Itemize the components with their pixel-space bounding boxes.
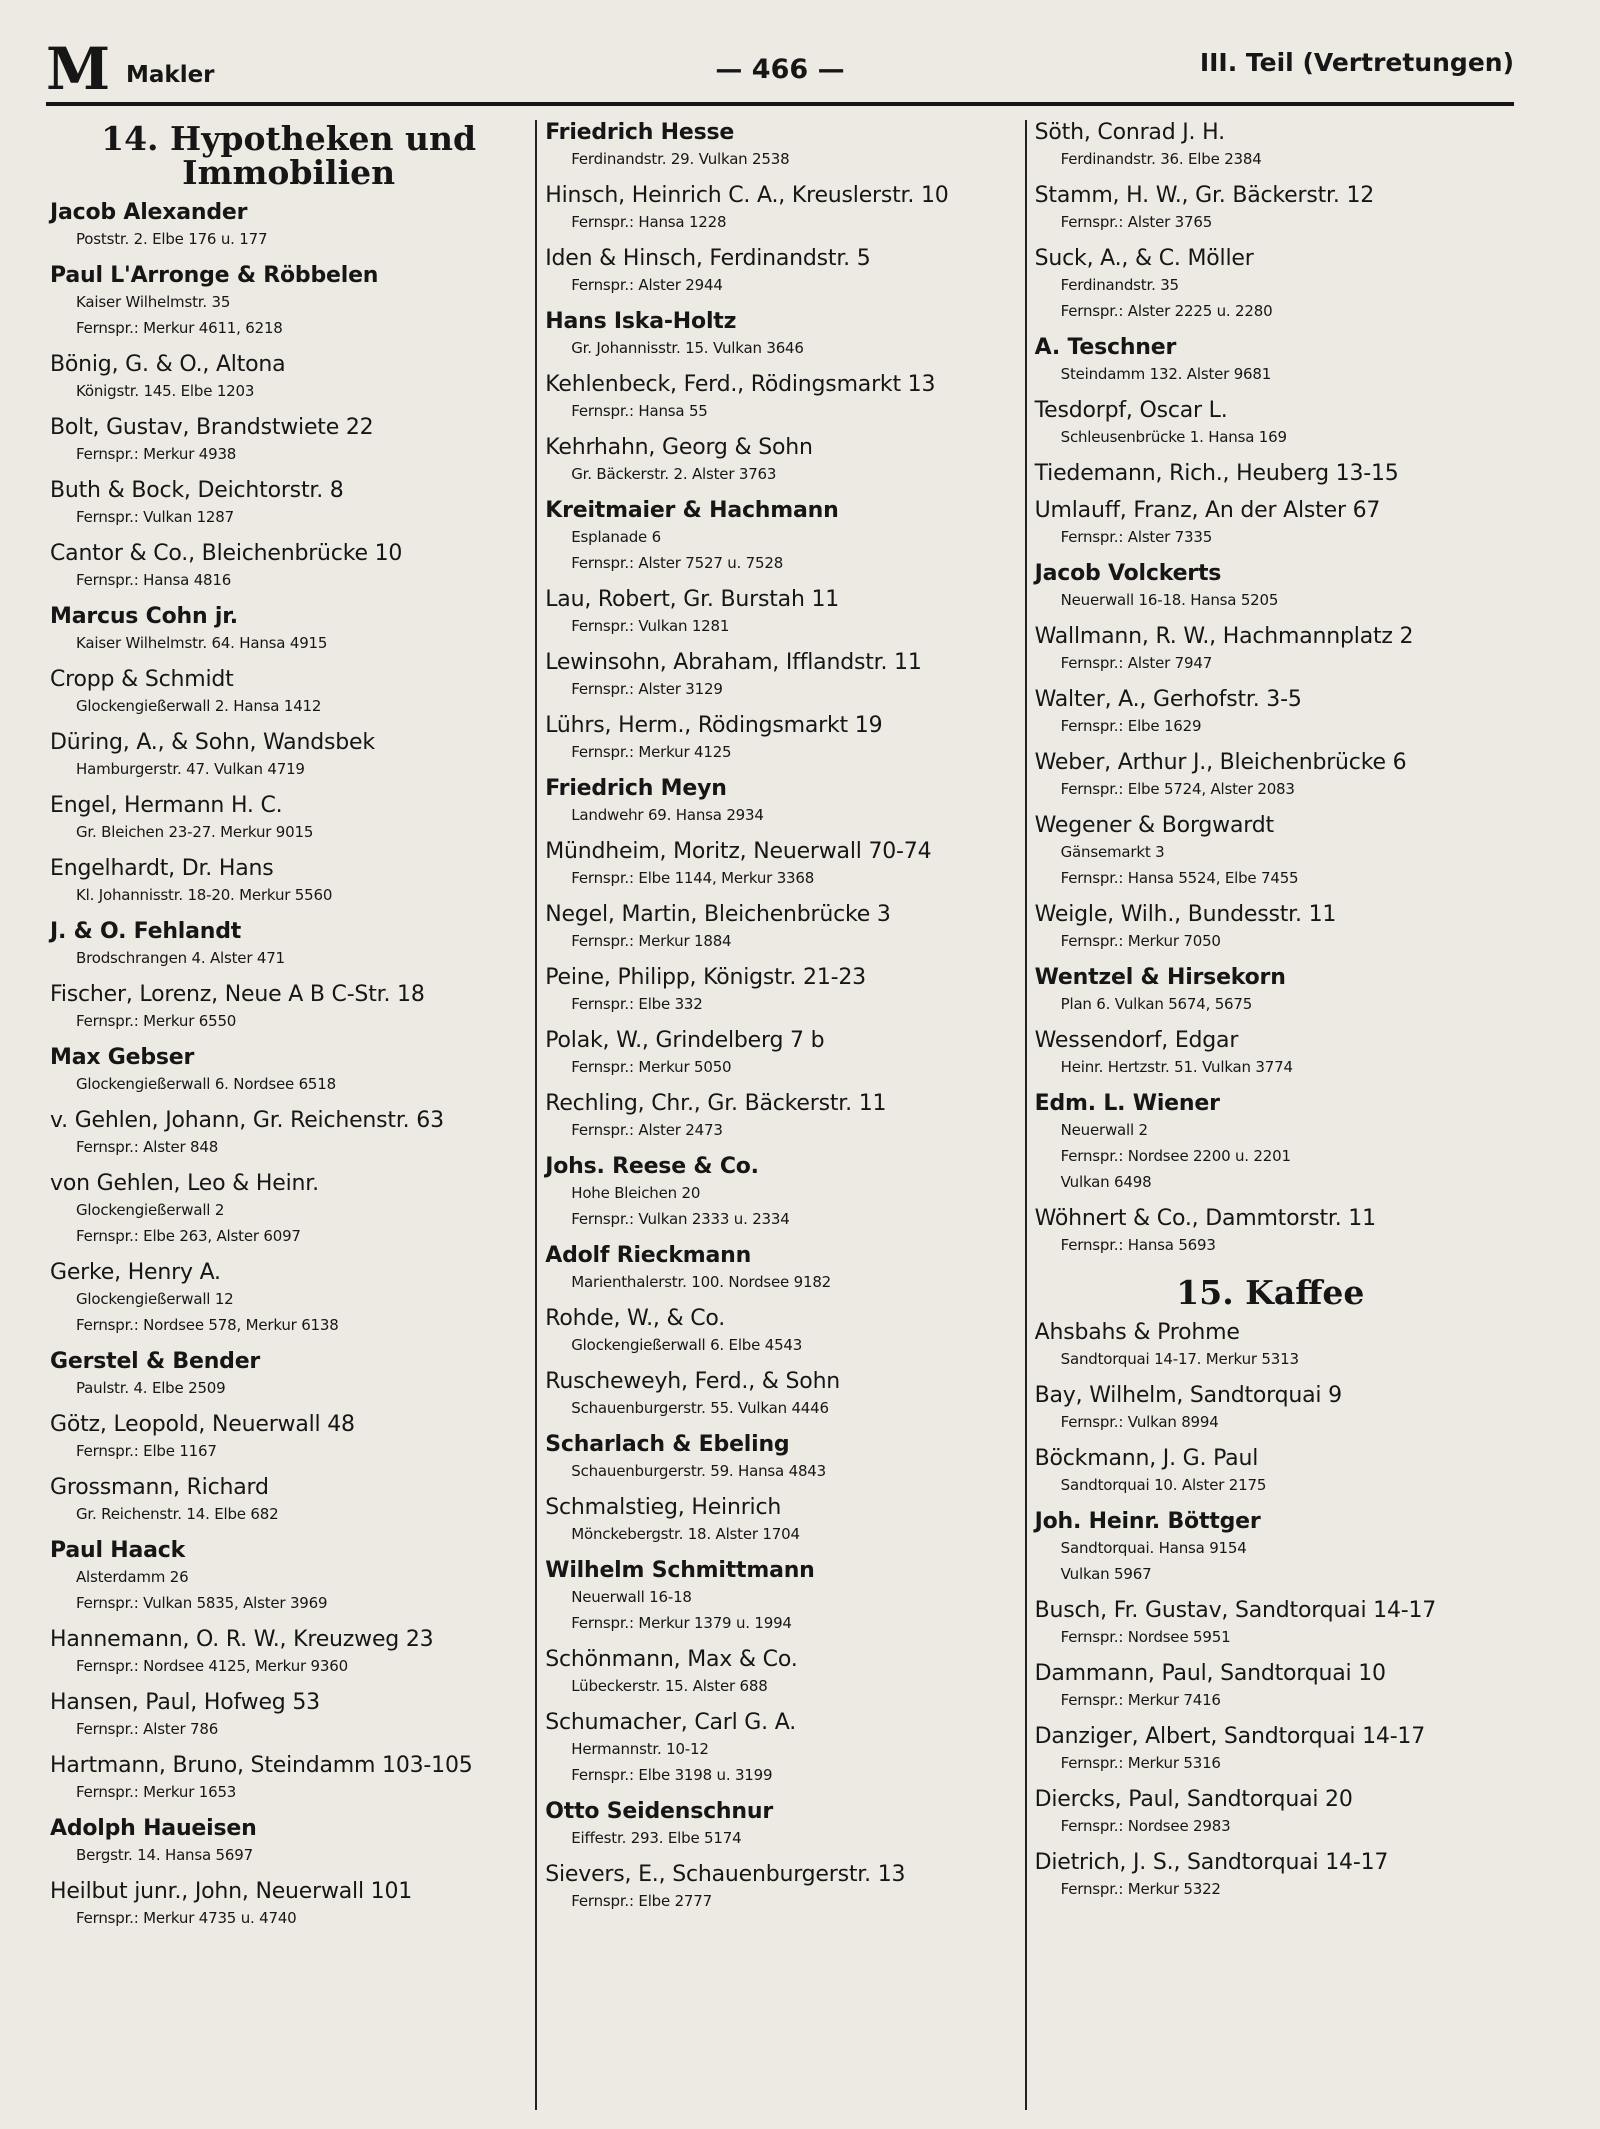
directory-entry xyxy=(1035,1787,1506,1839)
directory-entry xyxy=(1035,461,1506,487)
entry-name: Walter, A., Gerhofstr. 3-5 xyxy=(1034,687,1302,712)
directory-entry xyxy=(545,1495,1016,1547)
entry-detail: Heinr. Hertzstr. 51. Vulkan 3774 xyxy=(1060,1058,1293,1076)
directory-entry xyxy=(545,776,1016,828)
directory-entry xyxy=(545,1154,1016,1232)
directory-entry xyxy=(545,713,1016,765)
entry-detail: Gr. Bäckerstr. 2. Alster 3763 xyxy=(571,465,777,483)
entry-name: Busch, Fr. Gustav, Sandtorquai 14-17 xyxy=(1034,1598,1437,1623)
entry-name: Cantor & Co., Bleichenbrücke 10 xyxy=(50,541,403,566)
entry-name: Umlauff, Franz, An der Alster 67 xyxy=(1034,498,1381,523)
entry-name: Friedrich Hesse xyxy=(545,120,735,145)
directory-entry xyxy=(50,263,527,341)
entry-name: Wöhnert & Co., Dammtorstr. 11 xyxy=(1034,1206,1376,1231)
directory-entry xyxy=(50,730,527,782)
entry-name: Joh. Heinr. Böttger xyxy=(1034,1509,1261,1534)
entry-name: Sievers, E., Schauenburgerstr. 13 xyxy=(545,1862,906,1887)
directory-entry xyxy=(545,1647,1016,1699)
entry-name: Wallmann, R. W., Hachmannplatz 2 xyxy=(1034,624,1414,649)
directory-entry xyxy=(1035,750,1506,802)
entry-name: Tesdorpf, Oscar L. xyxy=(1034,398,1228,423)
entry-detail: Fernspr.: Merkur 7050 xyxy=(1060,932,1221,950)
directory-entry xyxy=(545,1369,1016,1421)
entry-detail: Plan 6. Vulkan 5674, 5675 xyxy=(1060,995,1253,1013)
entry-detail: Schauenburgerstr. 59. Hansa 4843 xyxy=(571,1462,826,1480)
directory-entry xyxy=(50,1538,527,1616)
entry-detail: Fernspr.: Alster 7527 u. 7528 xyxy=(571,554,784,572)
entry-detail: Gänsemarkt 3 xyxy=(1060,843,1165,861)
directory-entry xyxy=(50,1412,527,1464)
entry-detail: Esplanade 6 xyxy=(571,528,661,546)
entry-name: Johs. Reese & Co. xyxy=(545,1154,759,1179)
directory-entry xyxy=(1035,1724,1506,1776)
entry-detail: Fernspr.: Alster 2473 xyxy=(571,1121,723,1139)
entry-detail: Fernspr.: Vulkan 2333 u. 2334 xyxy=(571,1210,790,1228)
directory-entry xyxy=(545,120,1016,172)
entry-detail: Glockengießerwall 6. Elbe 4543 xyxy=(571,1336,803,1354)
entry-detail: Fernspr.: Merkur 1884 xyxy=(571,932,732,950)
directory-entry xyxy=(50,1349,527,1401)
entry-detail: Fernspr.: Nordsee 4125, Merkur 9360 xyxy=(76,1657,348,1675)
entry-detail: Fernspr.: Elbe 5724, Alster 2083 xyxy=(1060,780,1295,798)
entry-name: Kehrhahn, Georg & Sohn xyxy=(545,435,813,460)
entry-name: Paul Haack xyxy=(50,1538,186,1563)
entry-detail: Fernspr.: Merkur 5316 xyxy=(1060,1754,1221,1772)
column-3 xyxy=(1025,120,1514,2110)
entry-detail: Landwehr 69. Hansa 2934 xyxy=(571,806,764,824)
entry-detail: Fernspr.: Elbe 1167 xyxy=(76,1442,217,1460)
directory-entry xyxy=(50,1753,527,1805)
entry-detail: Kaiser Wilhelmstr. 35 xyxy=(76,293,231,311)
entry-detail: Fernspr.: Elbe 1144, Merkur 3368 xyxy=(571,869,815,887)
header-rule xyxy=(46,102,1514,106)
entry-name: Weigle, Wilh., Bundesstr. 11 xyxy=(1034,902,1337,927)
entry-name: Jacob Volckerts xyxy=(1034,561,1222,586)
entry-name: Marcus Cohn jr. xyxy=(50,604,238,629)
directory-entry xyxy=(1035,398,1506,450)
directory-entry xyxy=(1035,183,1506,235)
entry-detail: Hohe Bleichen 20 xyxy=(571,1184,701,1202)
directory-entry xyxy=(1035,246,1506,324)
entry-detail: Fernspr.: Alster 786 xyxy=(76,1720,219,1738)
entry-detail: Fernspr.: Elbe 3198 u. 3199 xyxy=(571,1766,773,1784)
entry-name: Kehlenbeck, Ferd., Rödingsmarkt 13 xyxy=(545,372,936,397)
entry-detail: Fernspr.: Hansa 55 xyxy=(571,402,708,420)
entry-name: Söth, Conrad J. H. xyxy=(1034,120,1225,145)
entry-detail: Fernspr.: Alster 7335 xyxy=(1060,528,1213,546)
entry-name: Bay, Wilhelm, Sandtorquai 9 xyxy=(1034,1383,1342,1408)
directory-entry xyxy=(50,667,527,719)
directory-entry xyxy=(1035,1598,1506,1650)
entry-name: Götz, Leopold, Neuerwall 48 xyxy=(50,1412,355,1437)
directory-entry xyxy=(50,478,527,530)
directory-entry xyxy=(50,541,527,593)
page-header xyxy=(46,35,1514,103)
entry-detail: Paulstr. 4. Elbe 2509 xyxy=(76,1379,226,1397)
entry-detail: Königstr. 145. Elbe 1203 xyxy=(76,382,255,400)
entry-name: Rohde, W., & Co. xyxy=(545,1306,726,1331)
entry-detail: Ferdinandstr. 36. Elbe 2384 xyxy=(1060,150,1262,168)
entry-detail: Gr. Reichenstr. 14. Elbe 682 xyxy=(76,1505,279,1523)
entry-detail: Fernspr.: Alster 3765 xyxy=(1060,213,1213,231)
directory-entry xyxy=(1035,965,1506,1017)
entry-name: von Gehlen, Leo & Heinr. xyxy=(50,1171,319,1196)
entry-name: J. & O. Fehlandt xyxy=(50,919,242,944)
entry-detail: Kaiser Wilhelmstr. 64. Hansa 4915 xyxy=(76,634,328,652)
entry-detail: Neuerwall 16-18. Hansa 5205 xyxy=(1060,591,1279,609)
entry-name: Scharlach & Ebeling xyxy=(545,1432,790,1457)
entry-name: Tiedemann, Rich., Heuberg 13-15 xyxy=(1034,461,1399,486)
entry-name: Peine, Philipp, Königstr. 21-23 xyxy=(545,965,866,990)
directory-entry xyxy=(50,1690,527,1742)
directory-entry xyxy=(1035,687,1506,739)
entry-detail: Fernspr.: Hansa 5693 xyxy=(1060,1236,1216,1254)
directory-entry xyxy=(50,1879,527,1931)
directory-entry xyxy=(545,1710,1016,1788)
entry-detail: Fernspr.: Merkur 7416 xyxy=(1060,1691,1221,1709)
directory-entry xyxy=(1035,813,1506,891)
entry-name: Stamm, H. W., Gr. Bäckerstr. 12 xyxy=(1034,183,1375,208)
directory-entry xyxy=(50,982,527,1034)
entry-detail: Glockengießerwall 2. Hansa 1412 xyxy=(76,697,322,715)
directory-entry xyxy=(545,1028,1016,1080)
directory-entry xyxy=(1035,902,1506,954)
directory-entry xyxy=(545,650,1016,702)
header-section: Makler xyxy=(126,62,215,88)
entry-name: Hans Iska-Holtz xyxy=(545,309,737,334)
entry-name: Wessendorf, Edgar xyxy=(1034,1028,1239,1053)
entry-detail: Steindamm 132. Alster 9681 xyxy=(1060,365,1272,383)
entry-detail: Fernspr.: Merkur 4611, 6218 xyxy=(76,319,283,337)
directory-entry xyxy=(545,246,1016,298)
entry-name: Wentzel & Hirsekorn xyxy=(1034,965,1286,990)
entry-detail: Fernspr.: Merkur 5050 xyxy=(571,1058,732,1076)
entry-detail: Fernspr.: Elbe 263, Alster 6097 xyxy=(76,1227,301,1245)
entry-detail: Fernspr.: Alster 2225 u. 2280 xyxy=(1060,302,1273,320)
column-1 xyxy=(46,120,535,2110)
entry-detail: Poststr. 2. Elbe 176 u. 177 xyxy=(76,230,268,248)
directory-entry xyxy=(50,1475,527,1527)
entry-name: Grossmann, Richard xyxy=(50,1475,269,1500)
entry-name: Kreitmaier & Hachmann xyxy=(545,498,839,523)
entry-name: Böckmann, J. G. Paul xyxy=(1034,1446,1259,1471)
directory-entry xyxy=(545,1243,1016,1295)
entry-detail: Fernspr.: Merkur 1653 xyxy=(76,1783,237,1801)
entry-detail: Kl. Johannisstr. 18-20. Merkur 5560 xyxy=(76,886,333,904)
entry-detail: Fernspr.: Alster 2944 xyxy=(571,276,723,294)
directory-entry xyxy=(50,1108,527,1160)
directory-entry xyxy=(1035,1509,1506,1587)
entry-detail: Bergstr. 14. Hansa 5697 xyxy=(76,1846,253,1864)
entry-name: Heilbut junr., John, Neuerwall 101 xyxy=(50,1879,413,1904)
entry-detail: Fernspr.: Merkur 5322 xyxy=(1060,1880,1221,1898)
entry-detail: Fernspr.: Merkur 4735 u. 4740 xyxy=(76,1909,297,1927)
directory-entry xyxy=(50,1627,527,1679)
directory-entry xyxy=(50,1260,527,1338)
entry-detail: Marienthalerstr. 100. Nordsee 9182 xyxy=(571,1273,832,1291)
directory-entry xyxy=(50,1816,527,1868)
entry-detail: Neuerwall 16-18 xyxy=(571,1588,692,1606)
entry-name: Hannemann, O. R. W., Kreuzweg 23 xyxy=(50,1627,434,1652)
entry-name: Otto Seidenschnur xyxy=(545,1799,773,1824)
entry-name: Danziger, Albert, Sandtorquai 14-17 xyxy=(1034,1724,1426,1749)
entry-detail: Schleusenbrücke 1. Hansa 169 xyxy=(1060,428,1287,446)
entry-detail: Ferdinandstr. 35 xyxy=(1060,276,1179,294)
directory-entry xyxy=(1035,1028,1506,1080)
directory-entry xyxy=(545,498,1016,576)
entry-detail: Fernspr.: Vulkan 5835, Alster 3969 xyxy=(76,1594,328,1612)
directory-entry xyxy=(1035,1091,1506,1195)
entry-name: Negel, Martin, Bleichenbrücke 3 xyxy=(545,902,891,927)
entry-name: Lau, Robert, Gr. Burstah 11 xyxy=(545,587,840,612)
entry-detail: Fernspr.: Nordsee 2200 u. 2201 xyxy=(1060,1147,1291,1165)
directory-entry xyxy=(545,435,1016,487)
entry-name: Düring, A., & Sohn, Wandsbek xyxy=(50,730,375,755)
entry-name: Polak, W., Grindelberg 7 b xyxy=(545,1028,825,1053)
entry-detail: Fernspr.: Nordsee 578, Merkur 6138 xyxy=(76,1316,339,1334)
entry-detail: Fernspr.: Merkur 4938 xyxy=(76,445,237,463)
entry-name: Cropp & Schmidt xyxy=(50,667,234,692)
entry-name: Gerstel & Bender xyxy=(50,1349,261,1374)
entry-detail: Fernspr.: Alster 3129 xyxy=(571,680,723,698)
page-number: — 466 — xyxy=(715,54,845,85)
entry-detail: Glockengießerwall 12 xyxy=(76,1290,234,1308)
entry-name: Schumacher, Carl G. A. xyxy=(545,1710,796,1735)
entry-name: A. Teschner xyxy=(1034,335,1177,360)
directory-entry xyxy=(50,793,527,845)
entry-name: Bönig, G. & O., Altona xyxy=(50,352,286,377)
entry-detail: Fernspr.: Elbe 332 xyxy=(571,995,703,1013)
entry-detail: Fernspr.: Elbe 2777 xyxy=(571,1892,712,1910)
directory-entry xyxy=(1035,1320,1506,1372)
entry-detail: Gr. Johannisstr. 15. Vulkan 3646 xyxy=(571,339,804,357)
entry-name: Buth & Bock, Deichtorstr. 8 xyxy=(50,478,344,503)
entry-detail: Fernspr.: Nordsee 5951 xyxy=(1060,1628,1231,1646)
entry-detail: Fernspr.: Hansa 5524, Elbe 7455 xyxy=(1060,869,1299,887)
directory-entry xyxy=(545,902,1016,954)
entry-detail: Schauenburgerstr. 55. Vulkan 4446 xyxy=(571,1399,829,1417)
directory-entry xyxy=(545,183,1016,235)
entry-detail: Fernspr.: Nordsee 2983 xyxy=(1060,1817,1231,1835)
entry-detail: Fernspr.: Vulkan 1281 xyxy=(571,617,730,635)
entry-name: Adolf Rieckmann xyxy=(545,1243,752,1268)
directory-entry xyxy=(50,1171,527,1249)
directory-entry xyxy=(50,1045,527,1097)
directory-entry xyxy=(545,1432,1016,1484)
directory-entry xyxy=(50,604,527,656)
entry-name: Weber, Arthur J., Bleichenbrücke 6 xyxy=(1034,750,1407,775)
header-letter: M xyxy=(46,35,109,103)
entry-name: Lührs, Herm., Rödingsmarkt 19 xyxy=(545,713,883,738)
directory-entry xyxy=(545,1306,1016,1358)
entry-name: Jacob Alexander xyxy=(50,200,248,225)
entry-detail: Fernspr.: Merkur 1379 u. 1994 xyxy=(571,1614,792,1632)
entry-detail: Vulkan 6498 xyxy=(1060,1173,1152,1191)
entry-name: Hinsch, Heinrich C. A., Kreuslerstr. 10 xyxy=(545,183,949,208)
directory-entry xyxy=(1035,1446,1506,1498)
section-title-kaffee: 15. Kaffee xyxy=(1176,1273,1365,1312)
entry-detail: Lübeckerstr. 15. Alster 688 xyxy=(571,1677,768,1695)
directory-entry xyxy=(50,352,527,404)
entry-detail: Glockengießerwall 2 xyxy=(76,1201,225,1219)
column-2 xyxy=(535,120,1024,2110)
entry-detail: Fernspr.: Elbe 1629 xyxy=(1060,717,1202,735)
entry-name: Bolt, Gustav, Brandstwiete 22 xyxy=(50,415,374,440)
entry-detail: Eiffestr. 293. Elbe 5174 xyxy=(571,1829,742,1847)
entry-name: Max Gebser xyxy=(50,1045,195,1070)
entry-detail: Alsterdamm 26 xyxy=(76,1568,189,1586)
directory-entry xyxy=(50,415,527,467)
directory-entry xyxy=(1035,1850,1506,1902)
directory-entry xyxy=(1035,1383,1506,1435)
directory-entry xyxy=(1035,335,1506,387)
section-title-hypotheken: 14. Hypotheken und Immobilien xyxy=(101,120,477,192)
entry-name: Wegener & Borgwardt xyxy=(1034,813,1274,838)
entry-name: Schönmann, Max & Co. xyxy=(545,1647,798,1672)
entry-detail: Fernspr.: Merkur 4125 xyxy=(571,743,732,761)
entry-detail: Sandtorquai 10. Alster 2175 xyxy=(1060,1476,1267,1494)
directory-entry xyxy=(50,856,527,908)
directory-entry xyxy=(545,1799,1016,1851)
directory-entry xyxy=(1035,1661,1506,1713)
directory-entry xyxy=(50,919,527,971)
directory-entry xyxy=(1035,120,1506,172)
entry-name: Diercks, Paul, Sandtorquai 20 xyxy=(1034,1787,1353,1812)
entry-detail: Hermannstr. 10-12 xyxy=(571,1740,709,1758)
entry-detail: Vulkan 5967 xyxy=(1060,1565,1152,1583)
entry-detail: Gr. Bleichen 23-27. Merkur 9015 xyxy=(76,823,314,841)
entry-name: Adolph Haueisen xyxy=(50,1816,257,1841)
columns xyxy=(46,120,1514,2110)
entry-name: Edm. L. Wiener xyxy=(1034,1091,1220,1116)
entry-detail: Fernspr.: Merkur 6550 xyxy=(76,1012,237,1030)
entry-name: Paul L'Arronge & Röbbelen xyxy=(50,263,379,288)
entry-detail: Sandtorquai 14-17. Merkur 5313 xyxy=(1060,1350,1299,1368)
header-part: III. Teil (Vertretungen) xyxy=(1199,48,1514,77)
entry-name: Dietrich, J. S., Sandtorquai 14-17 xyxy=(1034,1850,1389,1875)
entry-name: Hartmann, Bruno, Steindamm 103-105 xyxy=(50,1753,473,1778)
entry-detail: Fernspr.: Vulkan 1287 xyxy=(76,508,234,526)
entry-detail: Glockengießerwall 6. Nordsee 6518 xyxy=(76,1075,336,1093)
entry-detail: Ferdinandstr. 29. Vulkan 2538 xyxy=(571,150,790,168)
directory-entry xyxy=(545,1862,1016,1914)
entry-detail: Mönckebergstr. 18. Alster 1704 xyxy=(571,1525,800,1543)
entry-detail: Fernspr.: Hansa 1228 xyxy=(571,213,727,231)
directory-entry xyxy=(545,1558,1016,1636)
entry-detail: Fernspr.: Hansa 4816 xyxy=(76,571,232,589)
entry-detail: Neuerwall 2 xyxy=(1060,1121,1148,1139)
entry-name: Wilhelm Schmittmann xyxy=(545,1558,815,1583)
directory-entry xyxy=(545,372,1016,424)
entry-name: Dammann, Paul, Sandtorquai 10 xyxy=(1034,1661,1386,1686)
entry-name: Schmalstieg, Heinrich xyxy=(545,1495,782,1520)
directory-entry xyxy=(1035,561,1506,613)
directory-entry xyxy=(545,1091,1016,1143)
directory-entry xyxy=(1035,498,1506,550)
entry-detail: Fernspr.: Alster 7947 xyxy=(1060,654,1213,672)
entry-name: Engelhardt, Dr. Hans xyxy=(50,856,274,881)
directory-entry xyxy=(545,587,1016,639)
entry-name: Rechling, Chr., Gr. Bäckerstr. 11 xyxy=(545,1091,887,1116)
directory-entry xyxy=(545,309,1016,361)
entry-name: Iden & Hinsch, Ferdinandstr. 5 xyxy=(545,246,871,271)
directory-entry xyxy=(545,839,1016,891)
entry-name: Fischer, Lorenz, Neue A B C-Str. 18 xyxy=(50,982,425,1007)
entry-name: Mündheim, Moritz, Neuerwall 70-74 xyxy=(545,839,932,864)
entry-name: Suck, A., & C. Möller xyxy=(1034,246,1254,271)
directory-entry xyxy=(545,965,1016,1017)
entry-detail: Fernspr.: Alster 848 xyxy=(76,1138,219,1156)
entry-name: Ahsbahs & Prohme xyxy=(1034,1320,1240,1345)
entry-name: v. Gehlen, Johann, Gr. Reichenstr. 63 xyxy=(50,1108,444,1133)
entry-detail: Fernspr.: Vulkan 8994 xyxy=(1060,1413,1219,1431)
directory-entry xyxy=(1035,1206,1506,1258)
directory-entry xyxy=(50,200,527,252)
entry-name: Hansen, Paul, Hofweg 53 xyxy=(50,1690,320,1715)
entry-detail: Sandtorquai. Hansa 9154 xyxy=(1060,1539,1247,1557)
entry-name: Lewinsohn, Abraham, Ifflandstr. 11 xyxy=(545,650,922,675)
entry-detail: Brodschrangen 4. Alster 471 xyxy=(76,949,285,967)
entry-detail: Hamburgerstr. 47. Vulkan 4719 xyxy=(76,760,305,778)
entry-name: Ruscheweyh, Ferd., & Sohn xyxy=(545,1369,841,1394)
entry-name: Friedrich Meyn xyxy=(545,776,727,801)
directory-entry xyxy=(1035,624,1506,676)
entry-name: Gerke, Henry A. xyxy=(50,1260,221,1285)
entry-name: Engel, Hermann H. C. xyxy=(50,793,283,818)
